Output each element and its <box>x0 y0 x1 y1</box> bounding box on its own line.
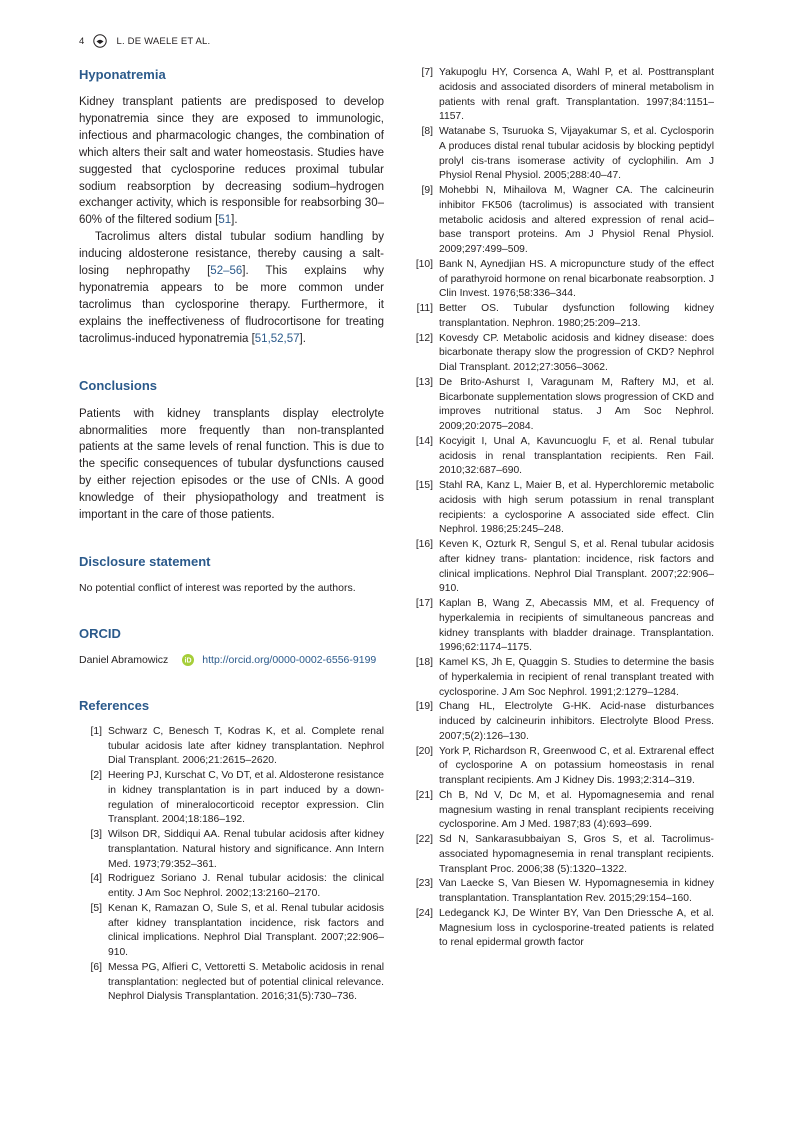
reference-text: Bank N, Aynedjian HS. A micropuncture study of the effect of parathyroid hormone on renal bicarbonate reabsorption. J Clin Invest. 1976;58:336–344. <box>439 258 714 300</box>
reference-item <box>79 902 384 961</box>
reference-text: Ch B, Nd V, Dc M, et al. Hypomagnesemia and renal magnesium wasting in renal transplant recipients receiving cyclosporine. Am J Med. 1987;83 (4):693–699. <box>439 789 714 831</box>
reference-text: Keven K, Ozturk R, Sengul S, et al. Renal tubular acidosis after kidney trans- plantation: incidence, risk factors and clinical implications. Nephrol Dial Transplant. 2007;22:906–910. <box>439 539 714 595</box>
reference-item <box>410 907 714 951</box>
page-number: 4 <box>79 35 85 47</box>
reference-text: Better OS. Tubular dysfunction following kidney transplantation. Nephron. 1980;25:209–213. <box>439 303 714 329</box>
orcid-icon <box>182 654 194 666</box>
reference-number: [8] <box>421 126 433 137</box>
section-title-conclusions: Conclusions <box>79 377 158 393</box>
reference-item <box>410 789 714 833</box>
reference-number: [11] <box>416 303 433 314</box>
reference-text: Wilson DR, Siddiqui AA. Renal tubular acidosis after kidney transplantation. Natural history and significance. Ann Intern Med. 1973;79:352–361. <box>108 829 384 870</box>
running-authors: L. DE WAELE ET AL. <box>116 35 211 47</box>
reference-item <box>410 745 714 789</box>
reference-number: [12] <box>415 332 433 344</box>
section-title-references: References <box>79 697 150 713</box>
reference-text: Van Laecke S, Van Biesen W. Hypomagnesemia in kidney transplantation. Transplantation Rev. 2015;29:154–160. <box>439 878 714 904</box>
reference-text: Mohebbi N, Mihailova M, Wagner CA. The calcineurin inhibitor FK506 (tacrolimus) is associated with transient metabolic acidosis and altered expression of renal acid–base transport proteins. Am J Physiol Renal Physiol. 2009;297:499–509. <box>439 185 714 255</box>
reference-number: [15] <box>415 480 433 491</box>
reference-text: Kaplan B, Wang Z, Abecassis MM, et al. Frequency of hyperkalemia in recipients of simultaneous pancreas and kidney transplants with bladder drainage. Transplantation. 1996;62:1174–1175. <box>439 598 714 654</box>
text: Tacrolimus alters distal tubular sodium handling by inducing aldosterone resistance, thereby causing a salt-losing nephropathy [ <box>79 231 384 278</box>
reference-number: [16] <box>415 539 433 550</box>
reference-item <box>410 877 714 907</box>
reference-item <box>410 656 714 700</box>
reference-number: [17] <box>415 598 433 609</box>
reference-text: Kocyigit I, Unal A, Kavuncuoglu F, et al. Renal tubular acidosis in renal transplantation recipients. Ren Fail. 2010;32:687–690. <box>439 435 714 477</box>
reference-text: Sd N, Sankarasubbaiyan S, Gros S, et al. Tacrolimus-associated hypomagnesemia in renal transplant recipients. Transplant Proc. 2006;38 (5):1320–1322. <box>439 834 714 875</box>
citation-link[interactable]: 52–56 <box>210 265 243 278</box>
reference-number: [4] <box>90 873 102 885</box>
reference-list-left <box>79 725 384 1005</box>
reference-item <box>410 184 714 258</box>
reference-item <box>79 725 384 769</box>
reference-number: [6] <box>90 961 102 973</box>
reference-number: [24] <box>415 907 433 919</box>
reference-text: Yakupoglu HY, Corsenca A, Wahl P, et al. Posttransplant acidosis and associated disorders of mineral metabolism in patients with renal graft. Transplantation. 1997;84:1151–1157. <box>439 67 714 123</box>
orcid-entry <box>79 653 384 668</box>
disclosure-text: No potential conflict of interest was reported by the authors. <box>79 581 356 594</box>
reference-text: York P, Richardson R, Greenwood C, et al. Extrarenal effect of cyclosporine A on potassium homeostasis in renal transplant recipients. Am J Kidney Dis. 1993;2:314–319. <box>439 745 714 786</box>
hyponatremia-paragraph-2 <box>79 229 384 347</box>
reference-item <box>79 961 384 1005</box>
reference-item <box>79 769 384 828</box>
reference-number: [18] <box>415 657 433 668</box>
reference-item <box>410 700 714 744</box>
reference-text: Schwarz C, Benesch T, Kodras K, et al. Complete renal tubular acidosis late after kidney transplantation. Nephrol Dial Transplant. 2006;21:2615–2620. <box>108 725 384 767</box>
publisher-logo-icon <box>93 34 107 48</box>
reference-item <box>410 332 714 376</box>
reference-number: [5] <box>90 902 102 914</box>
reference-item <box>410 376 714 435</box>
reference-number: [19] <box>415 701 433 713</box>
reference-text: Kamel KS, Jh E, Quaggin S. Studies to determine the basis of hyperkalemia in recipient of renal transplant treated with cyclosporine. J Am Soc Nephrol. 1991;2:1279–1284. <box>439 657 714 698</box>
reference-item <box>410 302 714 332</box>
left-column <box>79 66 384 1005</box>
reference-list-right <box>410 66 714 951</box>
reference-item <box>410 435 714 479</box>
orcid-author-name: Daniel Abramowicz <box>79 653 169 666</box>
reference-text: Messa PG, Alfieri C, Vettoretti S. Metabolic acidosis in renal transplantation: neglected but of potential clinical relevance. Nephrol Dialysis Transplantation. 2016;31(5):730–736. <box>108 961 384 1003</box>
reference-number: [20] <box>415 745 433 757</box>
reference-number: [1] <box>90 725 102 737</box>
reference-number: [22] <box>415 834 433 845</box>
reference-item <box>410 66 714 125</box>
conclusions-paragraph: Patients with kidney transplants display electrolyte abnormalities more frequently than non-transplanted patients at the same levels of renal function. This is due to the specific consequences of tubular dysfunctions caused by either rejection episodes or the use of CNIs. A good knowledge of their physiopathology and treatment is important in the care of those patients. <box>79 407 384 522</box>
reference-number: [14] <box>415 435 433 447</box>
text: ]. <box>299 332 306 345</box>
reference-text: Ledeganck KJ, De Winter BY, Van Den Driessche A, et al. Magnesium loss in cyclosporine-treated patients is related to renal epidermal growth factor <box>439 907 714 949</box>
reference-text: De Brito-Ashurst I, Varagunam M, Raftery MJ, et al. Bicarbonate supplementation slows progression of CKD and improves nutritional status. J Am Soc Nephrol. 2009;20:2075–2084. <box>439 376 714 432</box>
reference-text: Kovesdy CP. Metabolic acidosis and kidney disease: does bicarbonate therapy slow the progression of CKD? Nephrol Dial Transplant. 2012;27:3056–3062. <box>439 332 714 373</box>
reference-item <box>79 828 384 872</box>
citation-link[interactable]: 51 <box>218 214 232 227</box>
reference-item <box>79 872 384 902</box>
reference-item <box>410 538 714 597</box>
reference-number: [10] <box>415 258 433 270</box>
hyponatremia-paragraph-1 <box>79 94 384 229</box>
right-column <box>410 66 714 951</box>
orcid-link[interactable]: http://orcid.org/0000-0002-6556-9199 <box>202 653 377 666</box>
reference-text: Kenan K, Ramazan O, Sule S, et al. Renal tubular acidosis after kidney transplantation incidence, risk factors and clinical implications. Nephrol Dial Transplant. 2007;22:906–910. <box>108 902 384 959</box>
section-title-disclosure: Disclosure statement <box>79 553 211 569</box>
reference-number: [7] <box>421 67 433 78</box>
reference-item <box>410 833 714 877</box>
running-header <box>79 33 210 49</box>
citation-link[interactable]: 51,52,57 <box>254 332 300 345</box>
reference-item <box>410 258 714 302</box>
reference-item <box>410 125 714 184</box>
text: ]. This explains why hyponatremia appears to be more common under tacrolimus than cyclosporine therapy. Furthermore, it explains the ineffectiveness of fludrocortisone for treating tacrolimus-induced hyponatremia [ <box>79 265 384 345</box>
reference-text: Chang HL, Electrolyte G-HK. Acid-nase disturbances induced by calcineurin inhibitors. Electrolyte Blood Press. 2007;5(2):126–130. <box>439 701 714 742</box>
text: ]. <box>231 214 238 227</box>
reference-text: Stahl RA, Kanz L, Maier B, et al. Hyperchloremic metabolic acidosis with high serum potassium in renal transplant recipients: a cyclosporine A associated side effect. Clin Nephrol. 1986;25:245–248. <box>439 480 714 536</box>
reference-item <box>410 597 714 656</box>
section-title-hyponatremia: Hyponatremia <box>79 67 166 82</box>
reference-number: [3] <box>90 829 102 841</box>
svg-text:iD: iD <box>184 657 192 665</box>
text: Kidney transplant patients are predisposed to develop hyponatremia since they are exposed to immunologic, infectious and pharmacologic changes, the combination of which alters their salt and water homeostasis. Studies have suggested that cyclosporine reduces proximal tubular sodium reabsorption by decreasing sodium–hydrogen exchanger activity, which is responsible for reabsorbing 30–60% of the filtered sodium [ <box>79 96 384 227</box>
reference-number: [2] <box>90 770 102 782</box>
reference-item <box>410 479 714 538</box>
reference-text: Heering PJ, Kurschat C, Vo DT, et al. Aldosterone resistance in kidney transplantation is in part induced by a down-regulation of mineralocorticoid receptor expression. Clin Transplant. 2004;18:186–192. <box>108 770 384 826</box>
reference-number: [23] <box>415 878 433 890</box>
reference-number: [9] <box>421 185 433 196</box>
reference-number: [13] <box>415 376 433 388</box>
section-title-orcid: ORCID <box>79 625 121 641</box>
reference-number: [21] <box>415 789 433 801</box>
reference-text: Rodriguez Soriano J. Renal tubular acidosis: the clinical entity. J Am Soc Nephrol. 2002;13:2160–2170. <box>108 873 384 900</box>
reference-text: Watanabe S, Tsuruoka S, Vijayakumar S, et al. Cyclosporin A produces distal renal tubular acidosis by blocking peptidyl prolyl cis-trans isomerase activity of cyclophilin. Am J Physiol Renal Physiol. 2005;288:40–47. <box>439 126 714 182</box>
